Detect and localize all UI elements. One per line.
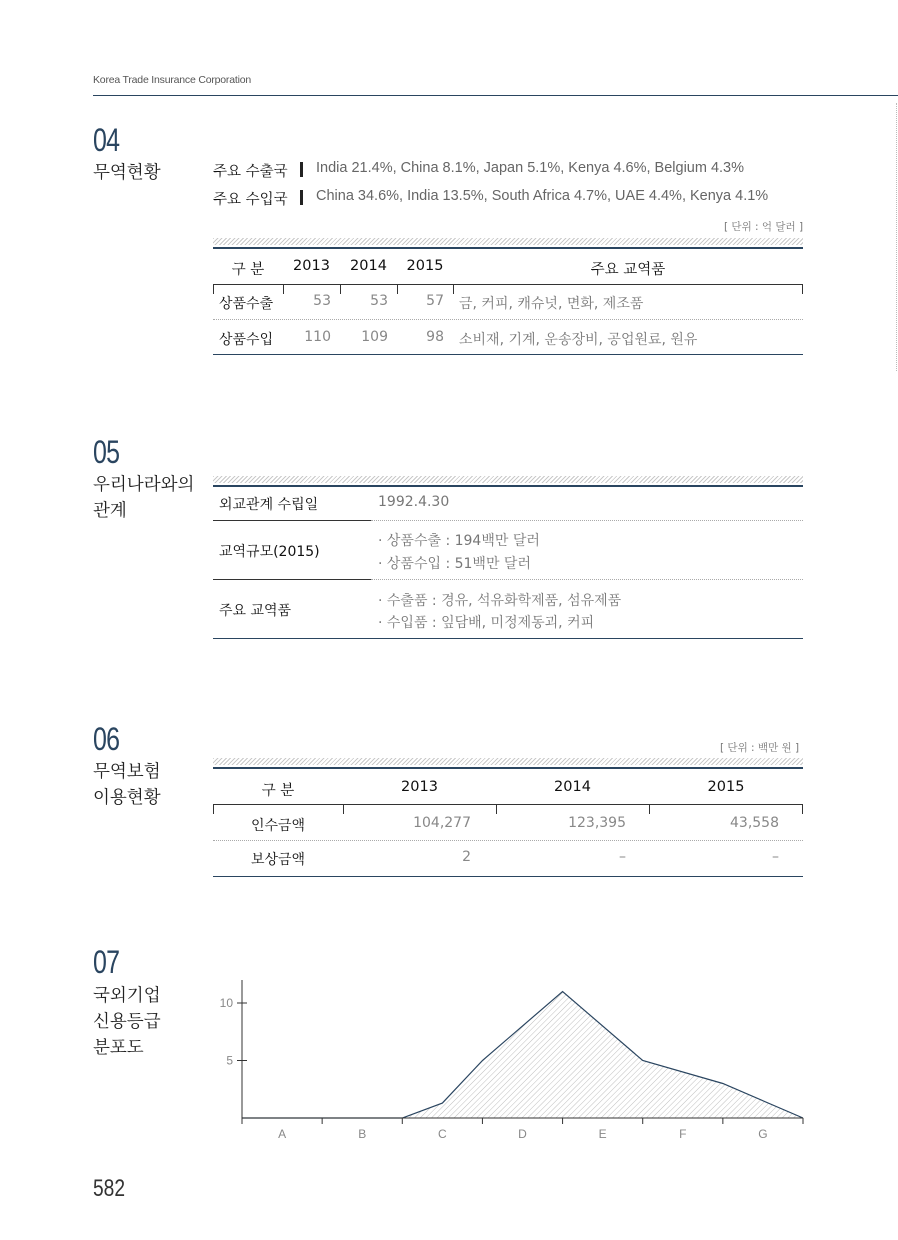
section-07-number: 07 bbox=[93, 944, 120, 980]
side-dotted-guide bbox=[896, 103, 897, 371]
header-2015: 2015 bbox=[406, 258, 444, 274]
table-hatch-band bbox=[213, 476, 803, 483]
cell-2014: – bbox=[619, 849, 626, 865]
distribution-area bbox=[242, 992, 803, 1119]
cell-2014: 109 bbox=[361, 329, 388, 345]
sec06-unit-note: [ 단위 : 백만 원 ] bbox=[720, 742, 800, 754]
row-divider bbox=[213, 840, 803, 841]
row-label: 교역규모(2015) bbox=[219, 544, 320, 560]
cell-2015: 57 bbox=[426, 293, 444, 309]
section-04-number: 04 bbox=[93, 122, 120, 158]
section-07-title-line1: 국외기업 bbox=[93, 986, 161, 1006]
x-tick-label: F bbox=[679, 1127, 687, 1141]
row-label: 주요 교역품 bbox=[219, 603, 292, 619]
table-bottom-rule bbox=[213, 354, 803, 355]
main-import-value: China 34.6%, India 13.5%, South Africa 4.7%, UAE 4.4%, Kenya 4.1% bbox=[316, 188, 769, 204]
main-items-import: · 수입품 : 잎담배, 미정제동괴, 커피 bbox=[378, 615, 595, 631]
col-tick bbox=[496, 805, 497, 814]
header-rule bbox=[93, 95, 898, 96]
x-tick-label: A bbox=[278, 1127, 287, 1141]
cell-2013: 2 bbox=[462, 849, 471, 865]
main-items-export: · 수출품 : 경유, 석유화학제품, 섬유제품 bbox=[378, 593, 622, 609]
cell-2014: 123,395 bbox=[568, 815, 626, 831]
trade-volume-import: · 상품수입 : 51백만 달러 bbox=[378, 556, 531, 572]
row-label: 외교관계 수립일 bbox=[219, 497, 319, 513]
cell-items: 소비재, 기계, 운송장비, 공업원료, 원유 bbox=[459, 332, 698, 348]
col-tick bbox=[343, 805, 344, 814]
value-divider bbox=[371, 579, 803, 580]
row-divider bbox=[213, 319, 803, 320]
cell-2015: – bbox=[772, 849, 779, 865]
table-top-rule bbox=[213, 247, 803, 249]
header-2013: 2013 bbox=[293, 258, 330, 274]
table-top-rule bbox=[213, 767, 803, 769]
row-label: 인수금액 bbox=[250, 818, 306, 834]
main-import-label: 주요 수입국 bbox=[213, 192, 288, 208]
section-05-number: 05 bbox=[93, 434, 120, 470]
established-date: 1992.4.30 bbox=[378, 494, 450, 510]
cell-2015: 98 bbox=[426, 329, 444, 345]
trade-volume-export: · 상품수출 : 194백만 달러 bbox=[378, 533, 540, 549]
col-tick bbox=[649, 805, 650, 814]
header-2014: 2014 bbox=[554, 779, 591, 795]
col-tick bbox=[453, 285, 454, 294]
table-hatch-band bbox=[213, 758, 803, 765]
import-divider-bar bbox=[300, 190, 303, 205]
export-divider-bar bbox=[300, 162, 303, 177]
section-05-title-line2: 관계 bbox=[93, 501, 127, 521]
cell-2014: 53 bbox=[370, 293, 388, 309]
section-04-title: 무역현황 bbox=[93, 163, 161, 183]
section-06-title-line1: 무역보험 bbox=[93, 762, 161, 782]
row-label: 상품수출 bbox=[219, 296, 274, 312]
label-divider bbox=[213, 520, 371, 521]
header-2014: 2014 bbox=[350, 258, 387, 274]
header-2015: 2015 bbox=[707, 779, 745, 795]
table-top-rule bbox=[213, 485, 803, 487]
page-number: 582 bbox=[93, 1175, 126, 1202]
x-tick-label: E bbox=[598, 1127, 607, 1141]
cell-2013: 53 bbox=[313, 293, 331, 309]
header-category: 구 분 bbox=[231, 262, 265, 278]
cell-2015: 43,558 bbox=[730, 815, 779, 831]
x-tick-label: D bbox=[518, 1127, 527, 1141]
y-tick-label: 5 bbox=[226, 1053, 233, 1068]
cell-2013: 104,277 bbox=[413, 815, 471, 831]
cell-2013: 110 bbox=[304, 329, 331, 345]
col-tick bbox=[213, 805, 214, 814]
x-tick-label: C bbox=[438, 1127, 447, 1141]
header-main-items: 주요 교역품 bbox=[590, 262, 666, 278]
main-export-label: 주요 수출국 bbox=[213, 164, 288, 180]
col-tick bbox=[802, 285, 803, 294]
value-divider bbox=[371, 520, 803, 521]
x-tick-label: B bbox=[358, 1127, 367, 1141]
table-hatch-band bbox=[213, 238, 803, 245]
running-header: Korea Trade Insurance Corporation bbox=[93, 74, 251, 86]
x-tick-label: G bbox=[758, 1127, 768, 1141]
section-07-title-line3: 분포도 bbox=[93, 1038, 144, 1058]
section-06-title-line2: 이용현황 bbox=[93, 788, 161, 808]
header-bottom-rule bbox=[213, 284, 803, 285]
main-export-value: India 21.4%, China 8.1%, Japan 5.1%, Kenya 4.6%, Belgium 4.3% bbox=[316, 160, 745, 176]
row-label: 보상금액 bbox=[250, 852, 306, 868]
credit-rating-chart bbox=[200, 970, 820, 1150]
y-tick-label: 10 bbox=[219, 996, 233, 1010]
label-divider bbox=[213, 579, 371, 580]
cell-items: 금, 커피, 캐슈넛, 면화, 제조품 bbox=[459, 296, 644, 312]
header-bottom-rule bbox=[213, 804, 803, 805]
table-bottom-rule bbox=[213, 876, 803, 877]
col-tick bbox=[802, 805, 803, 814]
section-07-title-line2: 신용등급 bbox=[93, 1012, 161, 1032]
header-category: 구 분 bbox=[261, 783, 295, 799]
col-tick bbox=[213, 285, 214, 294]
header-2013: 2013 bbox=[401, 779, 438, 795]
section-06-number: 06 bbox=[93, 721, 120, 757]
sec04-unit-note: [ 단위 : 억 달러 ] bbox=[724, 221, 804, 233]
table-bottom-rule bbox=[213, 638, 803, 639]
section-05-title-line1: 우리나라와의 bbox=[93, 475, 195, 495]
row-label: 상품수입 bbox=[219, 332, 274, 348]
